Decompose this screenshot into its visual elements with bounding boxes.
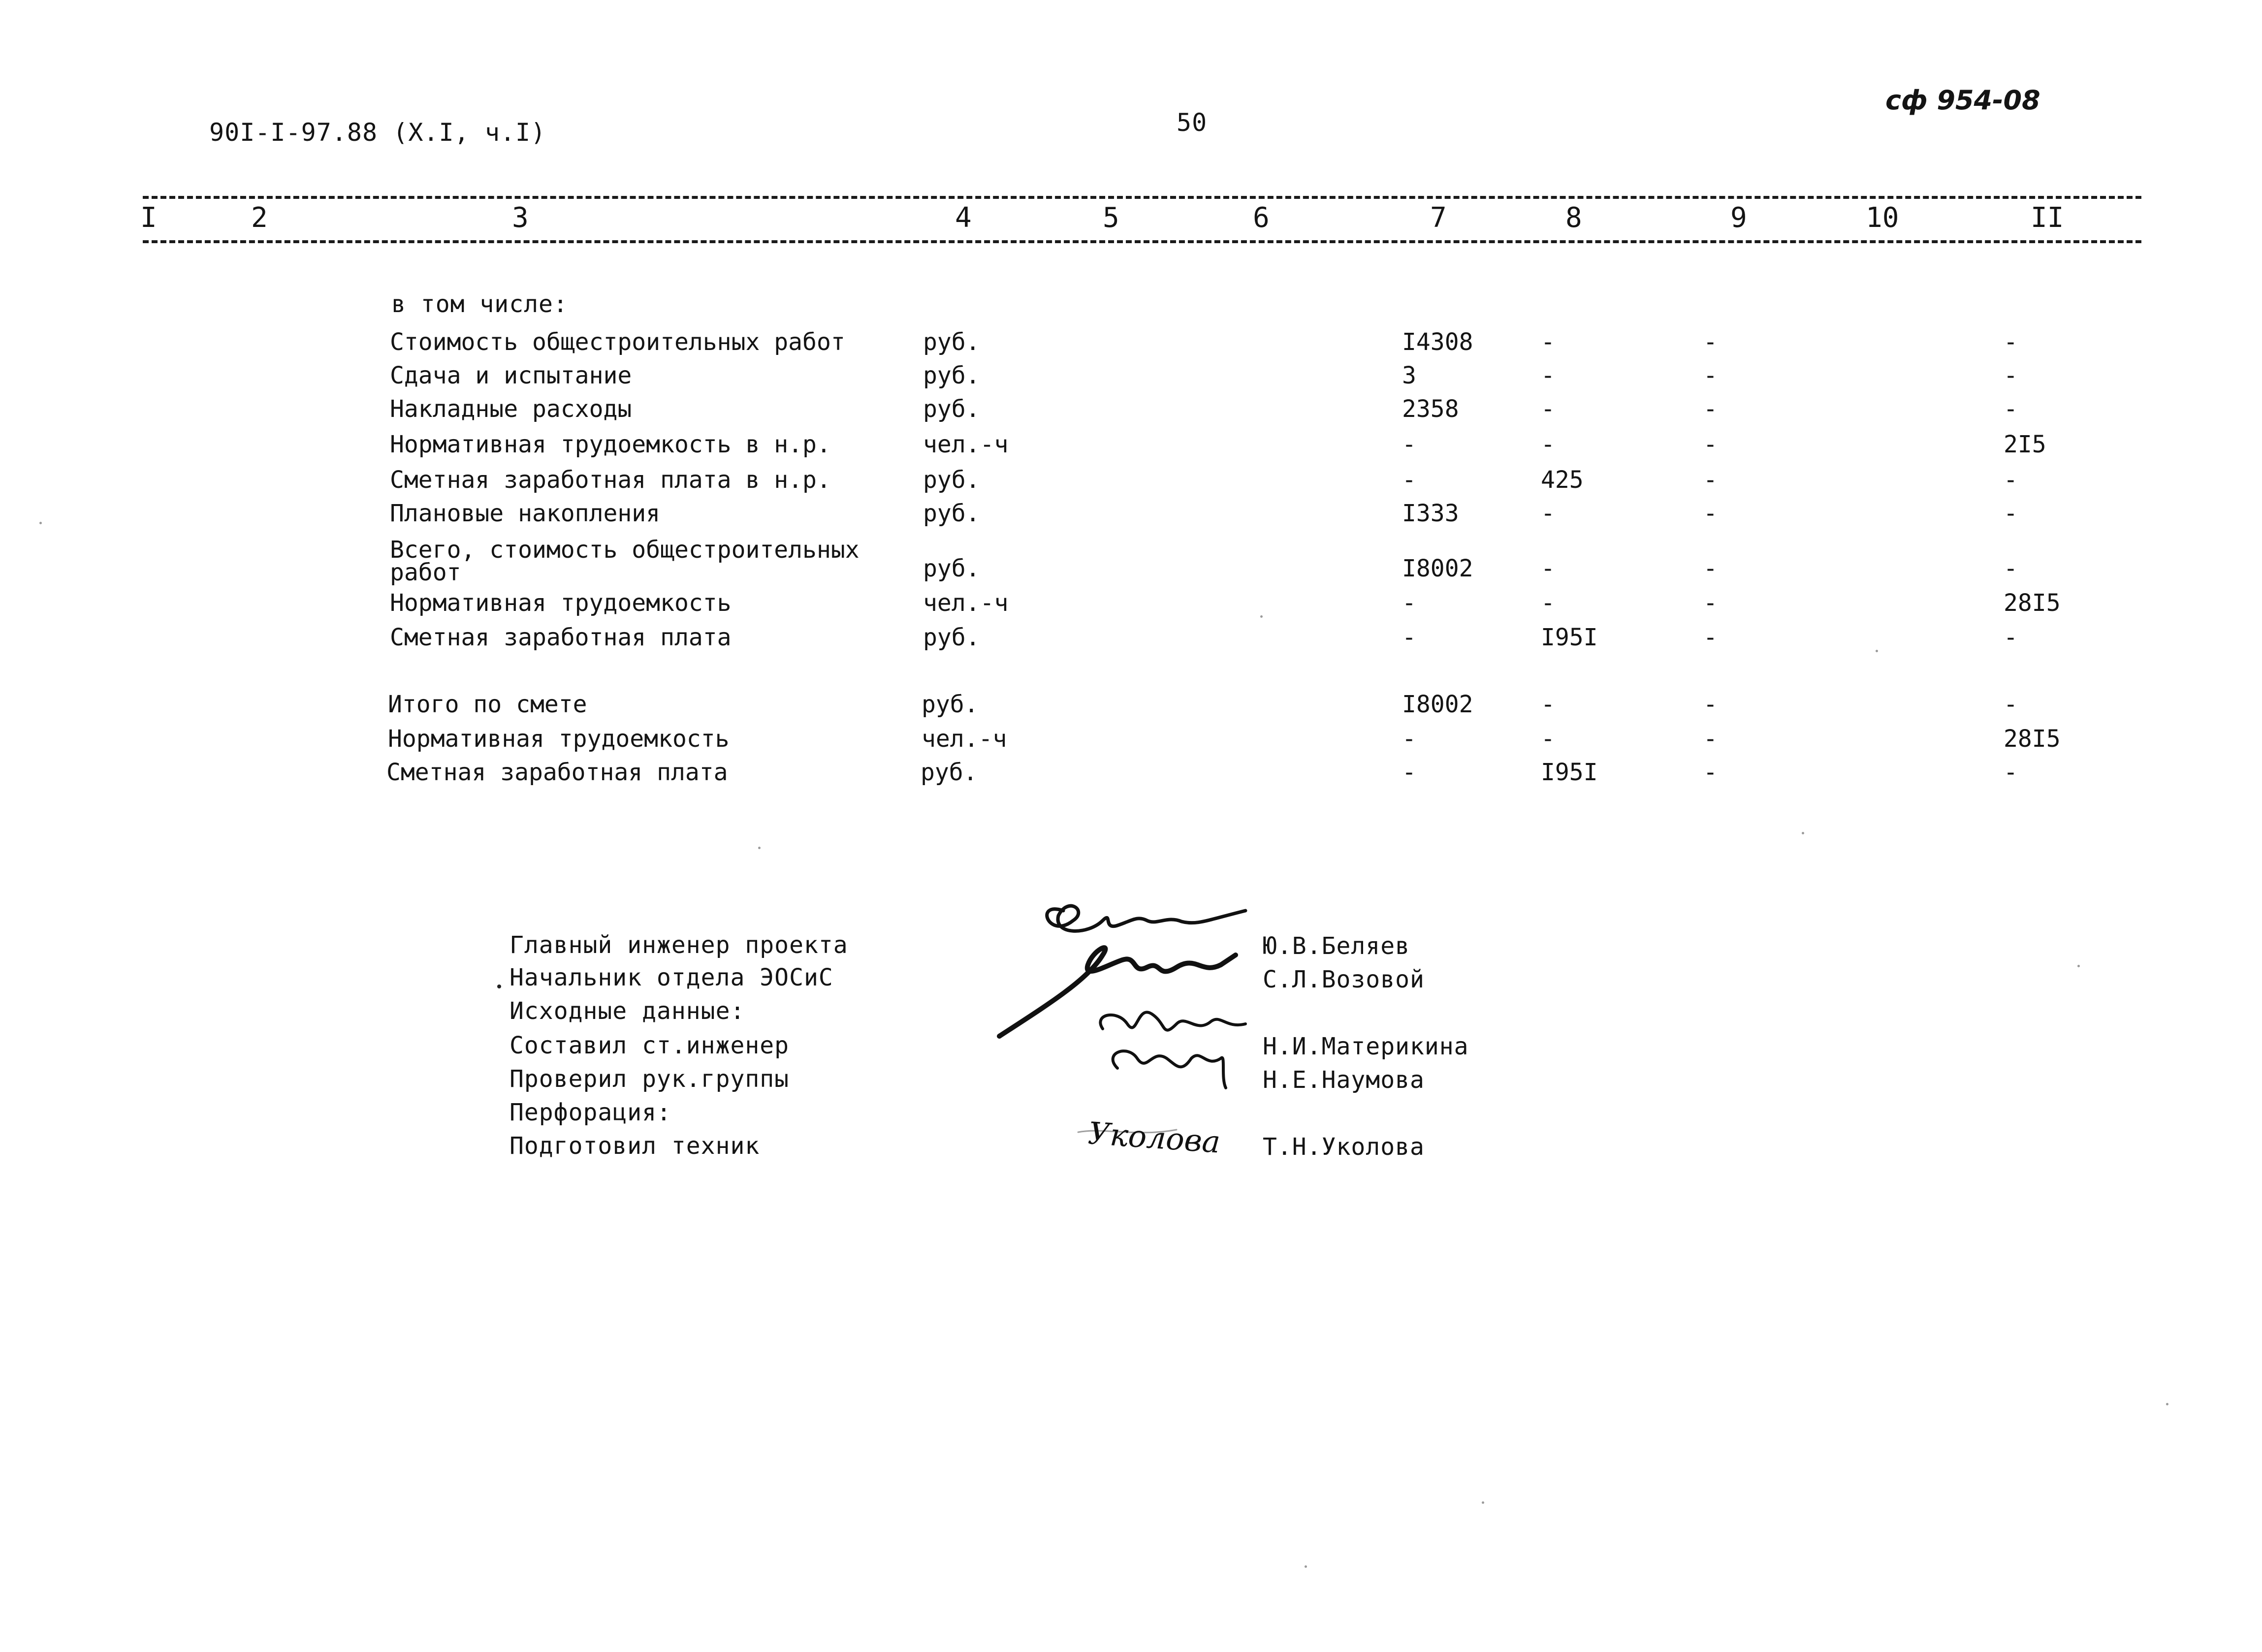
row-col7: - <box>1402 431 1416 458</box>
row-unit: руб. <box>923 500 980 527</box>
table-row <box>0 589 2262 626</box>
row-col8: - <box>1541 589 1555 617</box>
row-col8: 425 <box>1541 466 1584 494</box>
row-col9: - <box>1703 500 1718 527</box>
person-name: Н.Е.Наумова <box>1263 1066 1425 1094</box>
role-label: Перфорация: <box>510 1099 671 1126</box>
row-unit: руб. <box>923 395 980 423</box>
signature-materikina <box>1100 1012 1245 1030</box>
row-col8: - <box>1541 431 1555 458</box>
row-unit: руб. <box>921 759 978 786</box>
row-col8: - <box>1541 725 1555 753</box>
row-name: Сметная заработная плата <box>386 759 728 786</box>
row-unit: чел.-ч <box>923 431 1009 458</box>
document-reference: 90I-I-97.88 (X.I, ч.I) <box>209 118 546 147</box>
role-label: Исходные данные: <box>510 997 745 1025</box>
row-col8: - <box>1541 691 1555 718</box>
scan-speck <box>1876 650 1878 652</box>
table-row <box>0 693 2262 728</box>
person-name: Ю.В.Беляев <box>1263 932 1410 960</box>
row-unit: руб. <box>922 691 979 718</box>
row-col11: 2I5 <box>2004 431 2046 458</box>
scan-speck <box>758 847 761 849</box>
role-label: Проверил рук.группы <box>510 1065 790 1093</box>
row-col7: - <box>1402 466 1416 494</box>
scan-speck <box>497 985 501 988</box>
row-name: Накладные расходы <box>390 395 632 423</box>
row-name: Сдача и испытание <box>390 362 632 389</box>
scan-speck <box>1482 1501 1484 1504</box>
row-col7: - <box>1402 759 1416 786</box>
column-number-7: 7 <box>1430 202 1447 234</box>
row-unit: руб. <box>923 466 980 494</box>
row-col11: - <box>2004 759 2018 786</box>
row-col9: - <box>1703 362 1718 389</box>
row-col7: 2358 <box>1402 395 1459 423</box>
row-col9: - <box>1703 759 1718 786</box>
row-col11: - <box>2004 466 2018 494</box>
table-row <box>0 433 2262 468</box>
row-col7: I8002 <box>1402 691 1473 718</box>
row-col7: - <box>1402 624 1416 651</box>
row-col8: - <box>1541 555 1555 582</box>
sheet-code: сф 954-08 <box>1885 85 2040 116</box>
scan-speck <box>39 522 42 524</box>
row-col8: - <box>1541 328 1555 356</box>
column-number-10: 10 <box>1866 202 1899 234</box>
section-intro: в том числе: <box>391 290 568 318</box>
signature-naumova <box>1113 1051 1226 1088</box>
row-unit: руб. <box>923 328 980 356</box>
column-number-6: 6 <box>1253 202 1270 234</box>
role-label: Составил ст.инженер <box>510 1032 790 1059</box>
row-name: Сметная заработная плата в н.р. <box>390 466 831 494</box>
row-col9: - <box>1703 725 1718 753</box>
row-col11: - <box>2004 555 2018 582</box>
row-col7: 3 <box>1402 362 1416 389</box>
row-col11: 28I5 <box>2004 725 2061 753</box>
column-number-8: 8 <box>1565 202 1582 234</box>
column-number-1: I <box>140 202 157 234</box>
table-row <box>0 536 2262 593</box>
row-col8: I95I <box>1541 759 1598 786</box>
column-number-2: 2 <box>251 202 268 234</box>
row-col9: - <box>1703 328 1718 356</box>
row-col11: 28I5 <box>2004 589 2061 617</box>
row-col11: - <box>2004 691 2018 718</box>
row-col11: - <box>2004 328 2018 356</box>
column-number-4: 4 <box>955 202 972 234</box>
table-row <box>0 626 2262 661</box>
role-label: Подготовил техник <box>510 1132 760 1160</box>
column-number-5: 5 <box>1103 202 1119 234</box>
signature-ukolova: Уколова <box>1086 1115 1222 1160</box>
row-col9: - <box>1703 691 1718 718</box>
row-col8: - <box>1541 395 1555 423</box>
handwritten-signatures <box>989 881 1265 1176</box>
row-col11: - <box>2004 500 2018 527</box>
column-number-9: 9 <box>1730 202 1747 234</box>
table-row <box>0 725 2262 762</box>
row-unit: руб. <box>923 362 980 389</box>
row-col9: - <box>1703 466 1718 494</box>
person-name: Т.Н.Уколова <box>1263 1133 1425 1161</box>
row-col8: I95I <box>1541 624 1598 651</box>
row-col11: - <box>2004 362 2018 389</box>
row-col8: - <box>1541 362 1555 389</box>
row-col9: - <box>1703 555 1718 582</box>
page-number: 50 <box>1177 108 1208 137</box>
row-col11: - <box>2004 395 2018 423</box>
header-bottom-rule <box>143 240 2141 243</box>
row-col7: I4308 <box>1402 328 1473 356</box>
row-col11: - <box>2004 624 2018 651</box>
table-row <box>0 502 2262 537</box>
row-col9: - <box>1703 589 1718 617</box>
row-name: Стоимость общестроительных работ <box>390 328 845 356</box>
role-label: Начальник отдела ЭОСиС <box>510 964 833 991</box>
signature-vozovoy <box>999 948 1236 1036</box>
scan-speck <box>2077 965 2080 967</box>
table-row <box>0 761 2262 795</box>
person-name: Н.И.Материкина <box>1263 1033 1469 1060</box>
column-number-11: II <box>2031 202 2064 234</box>
table-row <box>0 328 2262 365</box>
row-name: Сметная заработная плата <box>390 624 732 651</box>
row-name: Итого по смете <box>388 691 587 718</box>
scan-speck <box>1260 615 1263 618</box>
column-number-3: 3 <box>512 202 529 234</box>
row-name: Нормативная трудоемкость <box>388 725 730 753</box>
row-col9: - <box>1703 395 1718 423</box>
signature-belyaev <box>1047 906 1245 931</box>
scan-speck <box>1802 832 1804 834</box>
row-col7: I8002 <box>1402 555 1473 582</box>
row-unit: чел.-ч <box>923 589 1009 617</box>
table-row <box>0 395 2262 432</box>
row-col8: - <box>1541 500 1555 527</box>
row-col9: - <box>1703 624 1718 651</box>
person-name: С.Л.Возовой <box>1263 966 1425 993</box>
scan-speck <box>1305 1565 1307 1568</box>
row-name: Всего, стоимость общестроительных работ <box>390 536 860 586</box>
row-col9: - <box>1703 431 1718 458</box>
row-col7: - <box>1402 725 1416 753</box>
table-row <box>0 364 2262 399</box>
row-unit: руб. <box>923 555 980 582</box>
row-name: Нормативная трудоемкость в н.р. <box>390 431 831 458</box>
role-label: Главный инженер проекта <box>510 931 848 959</box>
scan-speck <box>2166 1403 2168 1405</box>
table-row <box>0 466 2262 503</box>
row-name: Плановые накопления <box>390 500 661 527</box>
row-unit: чел.-ч <box>922 725 1007 753</box>
header-top-rule <box>143 196 2141 199</box>
row-unit: руб. <box>923 624 980 651</box>
row-name: Нормативная трудоемкость <box>390 589 732 617</box>
row-col7: I333 <box>1402 500 1459 527</box>
row-col7: - <box>1402 589 1416 617</box>
